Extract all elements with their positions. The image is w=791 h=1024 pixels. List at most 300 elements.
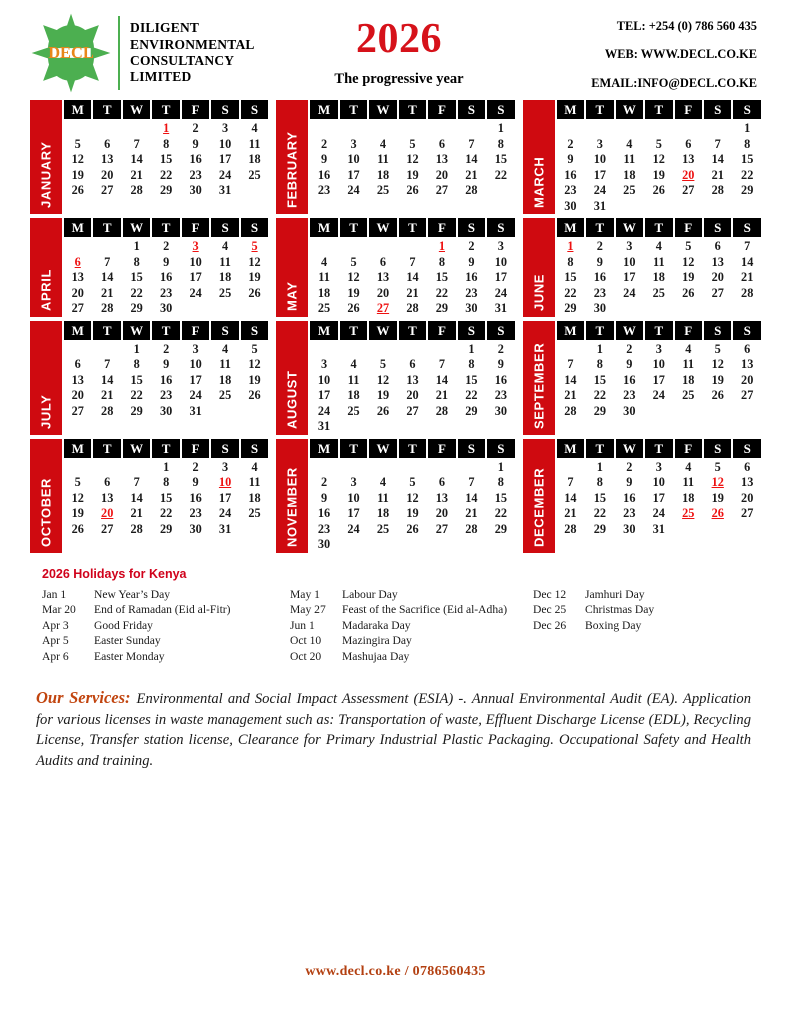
day-cell[interactable]: 21 [130,167,143,182]
day-cell[interactable]: 18 [248,152,261,166]
day-cell[interactable]: 18 [317,285,331,300]
day-cell[interactable]: 3 [192,341,199,356]
day-cell[interactable]: 3 [626,239,633,253]
day-cell[interactable]: 21 [465,167,478,182]
day-cell[interactable]: 29 [130,301,143,315]
day-cell[interactable]: 22 [435,285,449,300]
day-cell[interactable]: 17 [623,270,636,284]
day-cell[interactable]: 23 [159,388,173,402]
day-cell[interactable]: 15 [741,152,754,166]
day-cell[interactable]: 11 [318,270,330,284]
day-cell[interactable]: 26 [406,183,419,197]
day-cell[interactable]: 16 [623,372,636,387]
day-cell[interactable]: 26 [347,301,360,315]
day-cell[interactable]: 5 [251,341,258,356]
day-cell[interactable]: 11 [377,490,389,505]
day-cell[interactable]: 27 [682,183,695,197]
day-cell[interactable]: 11 [682,475,695,489]
day-cell[interactable]: 3 [596,136,603,151]
contact-web[interactable]: WEB: WWW.DECL.CO.KE [604,47,757,62]
day-cell[interactable]: 28 [130,183,143,197]
day-cell[interactable]: 14 [564,372,577,387]
day-cell[interactable]: 26 [682,285,695,300]
day-cell[interactable]: 29 [435,301,449,315]
day-cell[interactable]: 9 [468,254,475,269]
day-cell[interactable]: 18 [652,270,665,284]
day-cell[interactable]: 16 [564,167,577,182]
day-cell[interactable]: 18 [347,388,360,402]
day-cell[interactable]: 2 [596,239,603,253]
day-cell[interactable]: 10 [593,152,606,166]
day-cell[interactable]: 13 [71,270,84,284]
day-cell[interactable]: 17 [218,152,232,166]
day-cell[interactable]: 27 [71,301,84,315]
day-cell[interactable]: 27 [435,521,449,536]
day-cell[interactable]: 6 [438,136,446,151]
day-cell[interactable]: 2 [163,239,170,253]
day-cell[interactable]: 6 [104,475,111,489]
day-cell-holiday[interactable]: 6 [74,254,81,269]
day-cell[interactable]: 5 [714,459,721,474]
day-cell[interactable]: 9 [192,136,199,151]
day-cell[interactable]: 8 [497,136,504,151]
day-cell-holiday[interactable]: 12 [711,475,724,489]
day-cell[interactable]: 21 [130,506,143,520]
day-cell[interactable]: 30 [593,301,606,315]
day-cell[interactable]: 16 [159,270,173,284]
day-cell[interactable]: 8 [133,357,140,371]
day-cell[interactable]: 29 [564,301,577,315]
day-cell[interactable]: 13 [101,152,114,166]
day-cell[interactable]: 19 [406,167,419,182]
day-cell[interactable]: 29 [741,183,754,197]
day-cell[interactable]: 1 [497,121,504,135]
day-cell[interactable]: 11 [219,254,231,269]
day-cell[interactable]: 18 [218,372,232,387]
day-cell[interactable]: 19 [347,285,360,300]
day-cell[interactable]: 12 [248,357,261,371]
day-cell[interactable]: 12 [711,357,724,371]
day-cell[interactable]: 10 [652,475,665,489]
day-cell[interactable]: 7 [567,475,574,489]
day-cell[interactable]: 25 [376,521,390,536]
day-cell[interactable]: 13 [682,152,695,166]
day-cell[interactable]: 12 [347,270,360,284]
day-cell[interactable]: 8 [567,254,574,269]
day-cell[interactable]: 14 [564,490,577,505]
day-cell[interactable]: 16 [593,270,606,284]
day-cell[interactable]: 26 [71,183,84,197]
day-cell[interactable]: 4 [379,475,387,489]
day-cell[interactable]: 27 [711,285,724,300]
day-cell[interactable]: 19 [71,167,84,182]
day-cell[interactable]: 5 [74,475,81,489]
day-cell[interactable]: 24 [623,285,636,300]
day-cell[interactable]: 18 [248,490,261,505]
day-cell[interactable]: 6 [438,475,446,489]
day-cell[interactable]: 23 [623,388,636,402]
day-cell[interactable]: 16 [494,372,508,387]
day-cell[interactable]: 12 [376,372,390,387]
day-cell[interactable]: 14 [130,152,143,166]
day-cell[interactable]: 4 [251,459,258,474]
day-cell[interactable]: 15 [159,490,173,505]
day-cell[interactable]: 20 [741,490,754,505]
day-cell[interactable]: 9 [596,254,603,269]
day-cell[interactable]: 30 [494,403,508,418]
day-cell[interactable]: 27 [71,403,84,418]
day-cell[interactable]: 6 [74,357,81,371]
day-cell[interactable]: 24 [189,285,202,300]
day-cell[interactable]: 3 [350,136,357,151]
day-cell[interactable]: 16 [189,152,202,166]
day-cell[interactable]: 3 [320,357,328,371]
day-cell[interactable]: 4 [350,357,357,371]
day-cell[interactable]: 30 [564,198,577,213]
day-cell[interactable]: 25 [248,506,261,520]
contact-email[interactable]: EMAIL:INFO@DECL.CO.KE [591,75,757,90]
day-cell[interactable]: 23 [189,167,202,182]
day-cell[interactable]: 9 [320,490,328,505]
day-cell[interactable]: 26 [406,521,419,536]
day-cell[interactable]: 9 [626,357,633,371]
day-cell[interactable]: 3 [497,239,504,253]
day-cell[interactable]: 17 [347,506,360,520]
day-cell[interactable]: 31 [593,198,606,213]
day-cell[interactable]: 28 [465,521,478,536]
day-cell[interactable]: 25 [218,285,232,300]
day-cell[interactable]: 31 [317,419,331,433]
day-cell[interactable]: 2 [497,341,504,356]
day-cell[interactable]: 11 [623,152,636,166]
day-cell[interactable]: 19 [248,270,261,284]
day-cell[interactable]: 8 [596,475,603,489]
day-cell[interactable]: 4 [251,121,258,135]
day-cell[interactable]: 14 [465,152,478,166]
day-cell[interactable]: 20 [376,285,390,300]
day-cell[interactable]: 27 [101,521,114,536]
day-cell[interactable]: 30 [623,521,636,536]
day-cell[interactable]: 30 [623,403,636,418]
day-cell[interactable]: 15 [159,152,173,166]
day-cell[interactable]: 26 [248,285,261,300]
day-cell[interactable]: 16 [189,490,202,505]
day-cell[interactable]: 28 [101,403,114,418]
day-cell[interactable]: 20 [406,388,419,402]
day-cell[interactable]: 17 [347,167,360,182]
day-cell[interactable]: 24 [652,388,665,402]
day-cell-holiday[interactable]: 1 [567,239,574,253]
day-cell[interactable]: 6 [409,357,416,371]
day-cell[interactable]: 19 [652,167,665,182]
day-cell-holiday[interactable]: 10 [218,475,232,489]
day-cell-holiday[interactable]: 20 [101,506,114,520]
day-cell[interactable]: 28 [130,521,143,536]
day-cell[interactable]: 7 [133,475,140,489]
day-cell[interactable]: 15 [435,270,449,284]
day-cell[interactable]: 26 [71,521,84,536]
day-cell[interactable]: 5 [685,239,692,253]
day-cell[interactable]: 7 [744,239,751,253]
day-cell[interactable]: 23 [317,521,331,536]
day-cell[interactable]: 13 [101,490,114,505]
day-cell[interactable]: 20 [711,270,724,284]
day-cell-holiday[interactable]: 5 [251,239,258,253]
day-cell[interactable]: 18 [682,372,695,387]
day-cell[interactable]: 26 [376,403,390,418]
day-cell[interactable]: 11 [377,152,389,166]
day-cell[interactable]: 1 [497,459,504,474]
day-cell[interactable]: 29 [494,521,508,536]
day-cell[interactable]: 12 [406,152,419,166]
day-cell[interactable]: 10 [494,254,508,269]
day-cell[interactable]: 3 [222,121,229,135]
day-cell[interactable]: 25 [623,183,636,197]
day-cell[interactable]: 1 [133,239,140,253]
day-cell[interactable]: 17 [494,270,508,284]
day-cell[interactable]: 24 [652,506,665,520]
day-cell[interactable]: 25 [317,301,331,315]
day-cell[interactable]: 13 [435,152,449,166]
day-cell[interactable]: 4 [320,254,328,269]
day-cell[interactable]: 26 [711,388,724,402]
day-cell[interactable]: 15 [130,270,143,284]
day-cell[interactable]: 15 [593,372,606,387]
day-cell[interactable]: 15 [593,490,606,505]
day-cell[interactable]: 28 [564,403,577,418]
day-cell[interactable]: 30 [189,521,202,536]
day-cell[interactable]: 7 [567,357,574,371]
day-cell[interactable]: 19 [711,490,724,505]
day-cell[interactable]: 7 [468,136,475,151]
day-cell[interactable]: 15 [130,372,143,387]
day-cell[interactable]: 10 [347,152,360,166]
day-cell[interactable]: 24 [218,167,232,182]
day-cell[interactable]: 29 [130,403,143,418]
day-cell[interactable]: 6 [744,341,751,356]
day-cell[interactable]: 3 [655,459,662,474]
day-cell[interactable]: 10 [189,357,202,371]
day-cell[interactable]: 22 [159,167,173,182]
day-cell[interactable]: 28 [435,403,449,418]
day-cell[interactable]: 26 [248,388,261,402]
day-cell[interactable]: 15 [494,490,508,505]
day-cell[interactable]: 12 [71,152,84,166]
day-cell[interactable]: 20 [435,506,449,520]
day-cell[interactable]: 21 [101,388,114,402]
day-cell[interactable]: 12 [406,490,419,505]
day-cell[interactable]: 22 [564,285,577,300]
day-cell[interactable]: 14 [130,490,143,505]
day-cell[interactable]: 9 [626,475,633,489]
day-cell[interactable]: 22 [494,167,508,182]
day-cell[interactable]: 22 [593,506,606,520]
day-cell[interactable]: 23 [465,285,478,300]
day-cell[interactable]: 13 [741,357,754,371]
day-cell[interactable]: 14 [101,270,114,284]
day-cell[interactable]: 16 [317,506,331,520]
day-cell[interactable]: 21 [101,285,114,300]
day-cell[interactable]: 22 [159,506,173,520]
day-cell[interactable]: 14 [101,372,114,387]
day-cell[interactable]: 30 [159,403,173,418]
day-cell[interactable]: 4 [626,136,633,151]
day-cell[interactable]: 13 [741,475,754,489]
day-cell-holiday[interactable]: 27 [376,301,390,315]
day-cell[interactable]: 5 [409,136,416,151]
day-cell[interactable]: 12 [71,490,84,505]
day-cell[interactable]: 23 [593,285,606,300]
day-cell[interactable]: 11 [682,357,695,371]
day-cell[interactable]: 8 [596,357,603,371]
day-cell[interactable]: 3 [222,459,229,474]
day-cell[interactable]: 17 [189,270,202,284]
day-cell[interactable]: 24 [593,183,606,197]
day-cell[interactable]: 29 [593,521,606,536]
day-cell[interactable]: 20 [741,372,754,387]
day-cell[interactable]: 14 [711,152,724,166]
day-cell[interactable]: 31 [494,301,508,315]
day-cell[interactable]: 16 [159,372,173,387]
day-cell[interactable]: 1 [596,459,603,474]
day-cell[interactable]: 2 [626,341,633,356]
day-cell[interactable]: 24 [347,183,360,197]
day-cell[interactable]: 8 [163,475,170,489]
day-cell[interactable]: 28 [711,183,724,197]
day-cell[interactable]: 2 [626,459,633,474]
day-cell[interactable]: 27 [435,183,449,197]
day-cell[interactable]: 6 [104,136,111,151]
day-cell[interactable]: 10 [317,372,331,387]
day-cell[interactable]: 27 [406,403,419,418]
day-cell[interactable]: 24 [317,403,331,418]
day-cell[interactable]: 27 [741,506,754,520]
day-cell[interactable]: 16 [317,167,331,182]
day-cell[interactable]: 9 [320,152,328,166]
day-cell[interactable]: 22 [130,285,143,300]
day-cell[interactable]: 16 [623,490,636,505]
day-cell[interactable]: 29 [465,403,478,418]
day-cell[interactable]: 19 [71,506,84,520]
day-cell[interactable]: 18 [218,270,232,284]
day-cell[interactable]: 18 [376,506,390,520]
day-cell[interactable]: 24 [218,506,232,520]
day-cell-holiday[interactable]: 25 [682,506,695,520]
day-cell[interactable]: 25 [347,403,360,418]
day-cell[interactable]: 19 [376,388,390,402]
day-cell[interactable]: 17 [652,372,665,387]
day-cell[interactable]: 2 [320,136,328,151]
day-cell[interactable]: 18 [376,167,390,182]
day-cell[interactable]: 11 [219,357,231,371]
day-cell[interactable]: 14 [741,254,754,269]
day-cell[interactable]: 19 [248,372,261,387]
day-cell[interactable]: 9 [192,475,199,489]
day-cell[interactable]: 22 [494,506,508,520]
day-cell[interactable]: 17 [317,388,331,402]
day-cell[interactable]: 10 [623,254,636,269]
day-cell[interactable]: 6 [744,459,751,474]
day-cell[interactable]: 28 [564,521,577,536]
day-cell[interactable]: 2 [192,459,199,474]
day-cell-holiday[interactable]: 3 [192,239,199,253]
day-cell[interactable]: 4 [222,341,229,356]
day-cell[interactable]: 9 [163,254,170,269]
day-cell[interactable]: 23 [159,285,173,300]
day-cell[interactable]: 1 [133,341,140,356]
day-cell[interactable]: 1 [163,459,170,474]
day-cell[interactable]: 13 [711,254,724,269]
day-cell[interactable]: 13 [435,490,449,505]
day-cell-holiday[interactable]: 1 [163,121,170,135]
day-cell[interactable]: 23 [564,183,577,197]
day-cell[interactable]: 11 [347,372,360,387]
day-cell[interactable]: 21 [406,285,419,300]
day-cell[interactable]: 19 [711,372,724,387]
day-cell[interactable]: 7 [133,136,140,151]
day-cell[interactable]: 13 [376,270,390,284]
footer-contact[interactable]: www.decl.co.ke / 0786560435 [305,964,486,979]
day-cell[interactable]: 12 [248,254,261,269]
day-cell[interactable]: 22 [130,388,143,402]
day-cell[interactable]: 10 [189,254,202,269]
day-cell[interactable]: 29 [159,521,173,536]
day-cell[interactable]: 26 [652,183,665,197]
day-cell[interactable]: 22 [741,167,754,182]
day-cell[interactable]: 9 [163,357,170,371]
day-cell[interactable]: 23 [189,506,202,520]
day-cell[interactable]: 13 [406,372,419,387]
day-cell[interactable]: 2 [567,136,574,151]
day-cell[interactable]: 29 [593,403,606,418]
day-cell[interactable]: 23 [494,388,508,402]
day-cell[interactable]: 23 [623,506,636,520]
day-cell[interactable]: 3 [350,475,357,489]
day-cell[interactable]: 31 [189,403,202,418]
day-cell[interactable]: 5 [74,136,81,151]
day-cell[interactable]: 7 [468,475,475,489]
day-cell[interactable]: 2 [320,475,328,489]
day-cell[interactable]: 17 [593,167,606,182]
day-cell[interactable]: 21 [435,388,449,402]
day-cell[interactable]: 2 [468,239,475,253]
day-cell[interactable]: 4 [655,239,662,253]
day-cell[interactable]: 27 [741,388,754,402]
day-cell[interactable]: 21 [711,167,724,182]
day-cell[interactable]: 6 [379,254,387,269]
day-cell-holiday[interactable]: 20 [682,167,695,182]
day-cell[interactable]: 7 [409,254,416,269]
day-cell[interactable]: 9 [567,152,574,166]
day-cell[interactable]: 25 [682,388,695,402]
day-cell[interactable]: 5 [714,341,721,356]
day-cell[interactable]: 28 [101,301,114,315]
day-cell[interactable]: 2 [192,121,199,135]
day-cell[interactable]: 4 [379,136,387,151]
day-cell[interactable]: 12 [652,152,665,166]
day-cell[interactable]: 4 [685,459,692,474]
day-cell[interactable]: 8 [744,136,751,151]
day-cell[interactable]: 15 [564,270,577,284]
day-cell[interactable]: 30 [159,301,173,315]
day-cell[interactable]: 18 [682,490,695,505]
day-cell[interactable]: 10 [347,490,360,505]
day-cell[interactable]: 19 [406,506,419,520]
day-cell[interactable]: 20 [101,167,114,182]
day-cell[interactable]: 17 [189,372,202,387]
day-cell[interactable]: 30 [317,537,331,551]
day-cell[interactable]: 6 [714,239,721,253]
